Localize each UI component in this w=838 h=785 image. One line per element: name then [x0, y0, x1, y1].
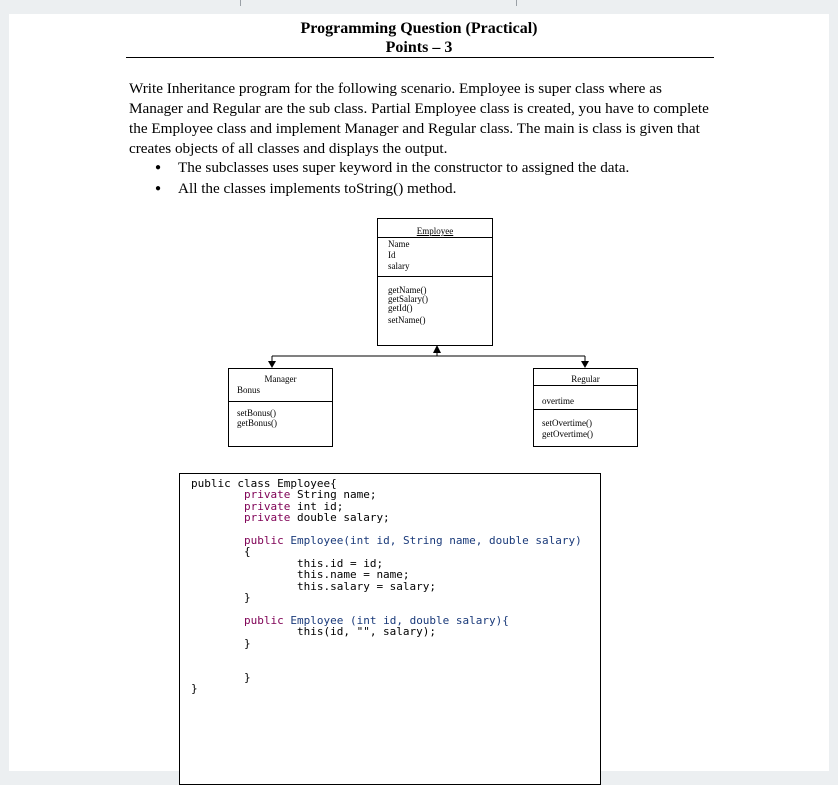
code-keyword: private: [243, 499, 291, 513]
employee-code-listing: [191, 478, 582, 695]
employee-attribute: Id: [388, 250, 396, 260]
code-line: double salary;: [296, 511, 390, 525]
code-line: int id;: [296, 499, 344, 513]
code-keyword: public: [243, 534, 284, 548]
manager-method: setBonus(): [237, 408, 276, 418]
code-line: String name;: [296, 488, 377, 502]
code-line: }: [243, 670, 251, 684]
regular-class-name: Regular: [571, 374, 600, 384]
uml-separator: [534, 409, 637, 410]
requirement-item: ● All the classes implements toString() method.: [155, 178, 715, 199]
employee-attribute: salary: [388, 261, 410, 271]
code-line: this.id = id;: [296, 556, 384, 570]
employee-attribute: Name: [388, 239, 410, 249]
code-line: this(id, "", salary);: [296, 625, 437, 639]
code-line: Employee (int id, double salary){: [290, 613, 509, 627]
uml-separator: [378, 276, 492, 277]
question-title: Programming Question (Practical): [300, 20, 538, 37]
code-line: public class Employee{: [191, 477, 337, 490]
uml-separator: [534, 385, 637, 386]
points-label: Points – 3: [385, 39, 453, 56]
regular-method: setOvertime(): [542, 418, 592, 428]
code-line: }: [191, 682, 198, 696]
employee-method: setName(): [388, 315, 426, 325]
employee-class-name: Employee: [416, 226, 454, 236]
code-line: {: [243, 545, 251, 559]
code-line: Employee(int id, String name, double salary): [290, 534, 582, 548]
code-line: this.salary = salary;: [296, 579, 437, 593]
manager-attribute: Bonus: [237, 385, 261, 395]
employee-method: getName(): [388, 285, 427, 295]
code-keyword: private: [243, 488, 291, 502]
code-line: this.name = name;: [296, 568, 410, 582]
code-line: }: [243, 636, 251, 650]
uml-separator: [229, 401, 332, 402]
regular-class-box: [533, 368, 638, 447]
requirement-item: ● The subclasses uses super keyword in the constructor to assigned the data.: [155, 157, 715, 178]
question-paragraph: Write Inheritance program for the following scenario. Employee is super class where as Manager and Regular are the sub class. Partial Employee class is created, you have to complete the Employee class and implement Manager and Regular class. The main is class is given that creates objects of all classes and displays the output.: [129, 80, 709, 157]
regular-method: getOvertime(): [542, 429, 593, 439]
code-keyword: private: [243, 511, 291, 525]
code-line: }: [243, 591, 251, 605]
employee-method: getId(): [388, 303, 413, 313]
code-keyword: public: [243, 613, 284, 627]
employee-class-box: [377, 218, 493, 346]
manager-method: getBonus(): [237, 418, 277, 428]
employee-method: getSalary(): [388, 294, 428, 304]
uml-separator: [378, 237, 492, 238]
manager-class-name: Manager: [264, 374, 297, 384]
regular-attribute: overtime: [542, 396, 574, 406]
manager-class-box: [228, 368, 333, 447]
